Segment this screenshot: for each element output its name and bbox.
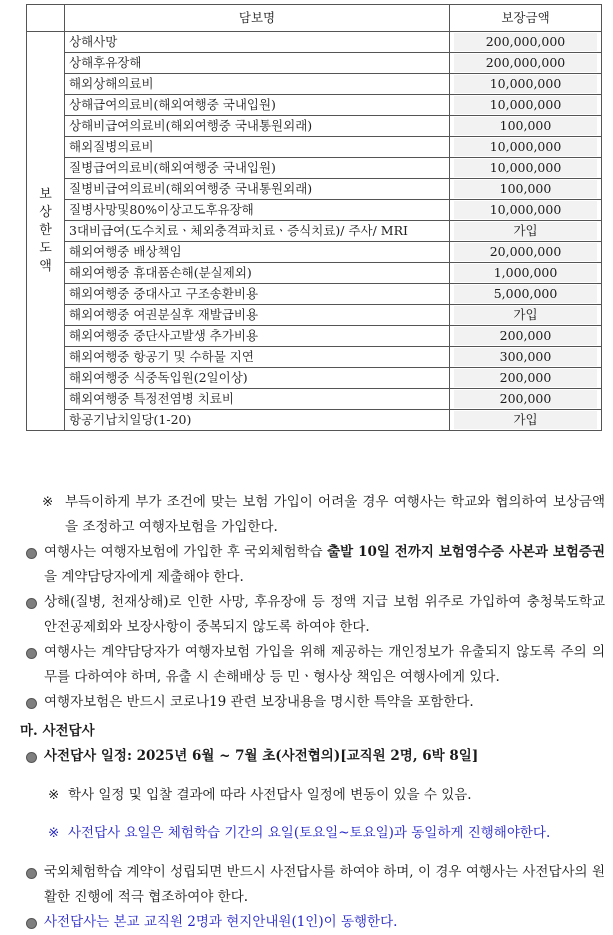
table-row — [27, 53, 602, 74]
table-row — [27, 242, 602, 263]
bullet-text: 여행자보험은 반드시 코로나19 관련 보장내용을 명시한 특약을 포함한다. — [44, 694, 474, 710]
coverage-amount: 300,000 — [454, 348, 597, 366]
coverage-amount-cell — [450, 347, 602, 368]
table-row — [27, 74, 602, 95]
coverage-amount-cell — [450, 242, 602, 263]
coverage-amount-cell — [450, 389, 602, 410]
table-row — [27, 95, 602, 116]
coverage-amount-cell — [450, 179, 602, 200]
table-row — [27, 158, 602, 179]
coverage-name: 해외질병의료비 — [65, 137, 450, 158]
coverage-name: 상해급여의료비(해외여행중 국내입원) — [65, 95, 450, 116]
coverage-amount: 200,000,000 — [454, 33, 597, 51]
category-label: 보상한도액 — [39, 187, 52, 274]
coverage-name: 질병비급여의료비(해외여행중 국내통원외래) — [65, 179, 450, 200]
coverage-amount: 1,000,000 — [454, 264, 597, 282]
coverage-amount: 10,000,000 — [454, 159, 597, 177]
note-schedule-change — [20, 783, 605, 808]
bullet-icon — [26, 648, 37, 659]
note-mark: ※ — [48, 786, 60, 803]
bullet-survey-schedule — [20, 744, 605, 769]
coverage-amount-cell — [450, 410, 602, 431]
coverage-amount: 가입 — [454, 306, 597, 324]
coverage-amount: 20,000,000 — [454, 243, 597, 261]
bullet-icon — [26, 752, 37, 763]
bullet-survey-required — [20, 860, 605, 910]
table-row — [27, 200, 602, 221]
table-row — [27, 32, 602, 53]
bullet-text: 여행사는 여행자보험에 가입한 후 국외체험학습 — [44, 544, 328, 560]
table-row — [27, 389, 602, 410]
coverage-name: 3대비급여(도수치료ㆍ체외충격파치료ㆍ증식치료)/ 주사/ MRI — [65, 221, 450, 242]
coverage-amount-cell — [450, 137, 602, 158]
coverage-name: 해외여행중 특정전염병 치료비 — [65, 389, 450, 410]
coverage-amount-cell — [450, 32, 602, 53]
coverage-name: 질병급여의료비(해외여행중 국내입원) — [65, 158, 450, 179]
note-survey-days — [20, 821, 605, 846]
coverage-amount-cell — [450, 74, 602, 95]
table-row — [27, 221, 602, 242]
coverage-name: 해외여행중 휴대품손해(분실제외) — [65, 263, 450, 284]
coverage-amount: 10,000,000 — [454, 96, 597, 114]
coverage-name: 질병사망및80%이상고도후유장해 — [65, 200, 450, 221]
coverage-amount: 200,000 — [454, 390, 597, 408]
coverage-name: 해외여행중 중대사고 구조송환비용 — [65, 284, 450, 305]
coverage-name: 해외여행중 중단사고발생 추가비용 — [65, 326, 450, 347]
coverage-name: 상해비급여의료비(해외여행중 국내통원외래) — [65, 116, 450, 137]
coverage-name: 항공기납치일당(1-20) — [65, 410, 450, 431]
note-text: 부득이하게 부가 조건에 맞는 보험 가입이 어려울 경우 여행사는 학교와 협의하여 보상금액을 조정하고 여행자보험을 가입한다. — [65, 494, 605, 535]
coverage-amount-cell — [450, 221, 602, 242]
bullet-submit-documents — [20, 540, 605, 590]
coverage-amount: 200,000 — [454, 327, 597, 345]
table-row — [27, 137, 602, 158]
note-adjust-coverage — [20, 490, 605, 540]
coverage-amount-cell — [450, 368, 602, 389]
coverage-name: 해외상해의료비 — [65, 74, 450, 95]
coverage-amount: 200,000 — [454, 369, 597, 387]
bullet-privacy — [20, 640, 605, 690]
coverage-name: 해외여행중 식중독입원(2일이상) — [65, 368, 450, 389]
table-row — [27, 179, 602, 200]
bullet-bold-text: 출발 10일 전까지 보험영수증 사본과 보험증권 — [327, 544, 605, 560]
coverage-amount-cell — [450, 116, 602, 137]
coverage-amount-cell — [450, 284, 602, 305]
coverage-amount: 가입 — [454, 222, 597, 240]
table-row — [27, 326, 602, 347]
note-mark: ※ — [42, 494, 54, 510]
coverage-amount: 100,000 — [454, 180, 597, 198]
table-header-row — [27, 5, 602, 32]
coverage-amount-cell — [450, 263, 602, 284]
note-mark: ※ — [48, 825, 60, 841]
bullet-text: 상해(질병, 천재상해)로 인한 사망, 후유장애 등 정액 지급 보험 위주로 가입하여 충청북도학교 안전공제회와 보장사항이 중복되지 않도록 하여야 한다. — [44, 594, 605, 635]
bullet-icon — [26, 918, 37, 929]
coverage-name: 상해사망 — [65, 32, 450, 53]
notes-section — [20, 490, 605, 935]
note-text: 학사 일정 및 입찰 결과에 따라 사전답사 일정에 변동이 있을 수 있음. — [68, 786, 472, 803]
coverage-amount: 10,000,000 — [454, 138, 597, 156]
coverage-amount: 100,000 — [454, 117, 597, 135]
header-empty-cell — [27, 5, 65, 32]
bullet-fixed-amount — [20, 590, 605, 640]
coverage-amount-cell — [450, 53, 602, 74]
table-row — [27, 263, 602, 284]
bullet-icon — [26, 548, 37, 559]
coverage-amount-cell — [450, 158, 602, 179]
bullet-bold-text: 사전답사 일정: 2025년 6월 ~ 7월 초(사전협의)[교직원 2명, 6박 8일] — [44, 748, 479, 764]
table-row — [27, 368, 602, 389]
section-title: 마. 사전답사 — [20, 723, 95, 739]
category-cell — [27, 32, 65, 431]
bullet-survey-members — [20, 910, 605, 935]
table-row — [27, 305, 602, 326]
bullet-text-end: 을 계약담당자에게 제출해야 한다. — [44, 569, 244, 585]
table-row — [27, 284, 602, 305]
bullet-icon — [26, 868, 37, 879]
table-row — [27, 347, 602, 368]
coverage-amount-cell — [450, 326, 602, 347]
table-row — [27, 410, 602, 431]
bullet-text: 사전답사는 본교 교직원 2명과 현지안내원(1인)이 동행한다. — [44, 913, 398, 930]
coverage-amount-cell — [450, 200, 602, 221]
bullet-text: 국외체험학습 계약이 성립되면 반드시 사전답사를 하여야 하며, 이 경우 여행사는 사전답사의 원활한 진행에 적극 협조하여야 한다. — [44, 863, 605, 905]
header-coverage-amount: 보장금액 — [450, 5, 602, 32]
coverage-amount: 200,000,000 — [454, 54, 597, 72]
header-coverage-name: 담보명 — [65, 5, 450, 32]
coverage-amount-cell — [450, 95, 602, 116]
coverage-amount: 10,000,000 — [454, 201, 597, 219]
note-text: 사전답사 요일은 체험학습 기간의 요일(토요일~토요일)과 동일하게 진행해야한다. — [68, 825, 551, 841]
coverage-amount-cell — [450, 305, 602, 326]
coverage-amount: 5,000,000 — [454, 285, 597, 303]
bullet-icon — [26, 698, 37, 709]
coverage-amount: 가입 — [454, 411, 597, 429]
coverage-amount: 10,000,000 — [454, 75, 597, 93]
bullet-icon — [26, 598, 37, 609]
coverage-name: 해외여행중 여권분실후 재발급비용 — [65, 305, 450, 326]
bullet-text: 여행사는 계약담당자가 여행자보험 가입을 위해 제공하는 개인정보가 유출되지 않도록 주의 의무를 다하여야 하며, 유출 시 손해배상 등 민ㆍ형사상 책임은 여행사에게 있다. — [44, 644, 605, 685]
coverage-name: 상해후유장해 — [65, 53, 450, 74]
table-row — [27, 116, 602, 137]
insurance-coverage-table — [26, 4, 602, 431]
coverage-name: 해외여행중 항공기 및 수하물 지연 — [65, 347, 450, 368]
bullet-covid — [20, 690, 605, 715]
coverage-name: 해외여행중 배상책임 — [65, 242, 450, 263]
